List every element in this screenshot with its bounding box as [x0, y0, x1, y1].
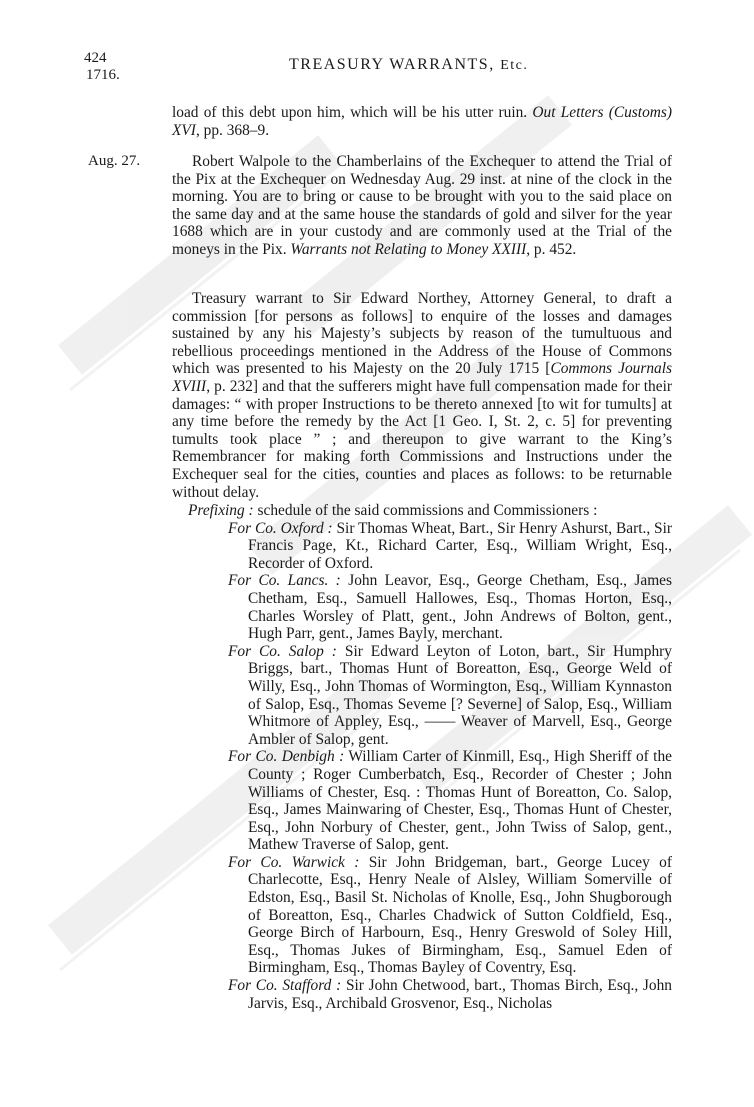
- warrant-paragraph: [172, 290, 672, 501]
- continuation-text: load of this debt upon him, which will be his utter ruin.: [172, 104, 533, 121]
- continuation-paragraph: [172, 104, 672, 139]
- warrant-text-b: , p. 232] and that the sufferers might have full compensation made for their damages: “ with proper Instructions to be thereto annexed [to wit for tumults] at any time before the remedy by the Act [1 Geo. I, St. 2, c. 5] for preventing tumults took place ” ; and thereupon to give warrant to the King’s Remembrancer for making forth Commissions and Instructions under the Exchequer seal for the cities, counties and places as follows: to be returnable without delay.: [172, 377, 672, 501]
- schedule-prefix-label: Prefixing :: [188, 502, 254, 519]
- county-label: For Co. Warwick :: [228, 853, 360, 871]
- schedule-entry-denbigh: [228, 748, 672, 854]
- page-number: 424: [84, 50, 107, 66]
- schedule-entry-warwick: [228, 853, 673, 977]
- continuation-reference: Out Letters (Customs) XVI: [172, 104, 673, 139]
- schedule-prefix: [188, 502, 672, 520]
- running-title-small: Etc.: [500, 58, 529, 73]
- entry-aug27: [172, 153, 672, 259]
- county-label: For Co. Stafford :: [228, 977, 342, 995]
- schedule-prefix-text: schedule of the said commissions and Commissioners :: [253, 502, 598, 519]
- commissioners: William Carter of Kinmill, Esq., High Sheriff of the County ; Roger Cumberbatch, Esq., Recorder of Chester ; John Williams of Chester, Esq. : Thomas Hunt of Boreatton, Co. Salop, Esq., James Mainwaring of Chester, Esq., Thomas Hunt of Chester, Esq., John Norbury of Chester, gent., John Twiss of Salop, gent., Mathew Traverse of Salop, gent.: [248, 748, 672, 854]
- schedule-entry-stafford: [228, 977, 673, 1012]
- commissioners: Sir Thomas Wheat, Bart., Sir Henry Ashurst, Bart., Sir Francis Page, Kt., Richard Carter, Esq., William Wright, Esq., Recorder of Oxford.: [248, 519, 672, 572]
- margin-year: 1716.: [86, 67, 120, 83]
- entry-aug27-tail: , p. 452.: [526, 240, 577, 258]
- schedule-entry-oxford: [228, 519, 672, 573]
- entry-aug27-reference: Warrants not Relating to Money XXIII: [290, 240, 527, 258]
- schedule-entry-lancs: [228, 572, 673, 643]
- running-title: [289, 56, 528, 74]
- commission-schedule: [172, 502, 672, 1012]
- running-title-main: TREASURY WARRANTS,: [289, 56, 501, 73]
- entry-aug27-text: Robert Walpole to the Chamberlains of the Exchequer to attend the Trial of the Pix at the Exchequer on Wednesday Aug. 29 inst. at nine of the clock in the morning. You are to bring or cause to be brought with you to the said place on the same day and at the same house the standards of gold and silver for the year 1688 which are in your custody and are commonly used at the Trial of the moneys in the Pix.: [172, 153, 672, 258]
- warrant-text-a: Treasury warrant to Sir Edward Northey, Attorney General, to draft a commission [for persons as follows] to enquire of the losses and damages sustained by any his Majesty’s subjects by reason of the tumultuous and rebellious proceedings mentioned in the Address of the House of Commons which was presented to his Majesty on the 20 July 1715 [: [172, 290, 672, 378]
- county-label: For Co. Oxford :: [228, 519, 333, 537]
- commissioners: Sir John Chetwood, bart., Thomas Birch, Esq., John Jarvis, Esq., Archibald Grosvenor, Esq., Nicholas: [248, 977, 673, 1012]
- margin-date-aug27: Aug. 27.: [88, 153, 141, 169]
- county-label: For Co. Denbigh :: [228, 748, 345, 766]
- continuation-tail: , pp. 368–9.: [195, 121, 270, 139]
- commissioners: Sir Edward Leyton of Loton, bart., Sir Humphry Briggs, bart., Thomas Hunt of Boreatton, Esq., George Weld of Willy, Esq., John Thomas of Wormington, Esq., William Kynnaston of Salop, Esq., Thomas Seveme [? Severne] of Salop, Esq., William Whitmore of Appley, Esq., —— Weaver of Marvell, Esq., George Ambler of Salop, gent.: [248, 642, 672, 748]
- schedule-entry-salop: [228, 642, 672, 749]
- warrant-reference: Commons Journals XVIII: [172, 360, 672, 395]
- county-label: For Co. Lancs. :: [228, 572, 341, 590]
- commissioners: John Leavor, Esq., George Chetham, Esq., James Chetham, Esq., Samuell Hallowes, Esq., Thomas Horton, Esq., Charles Worsley of Platt, gent., John Andrews of Bolton, gent., Hugh Parr, gent., James Bayly, merchant.: [248, 572, 673, 643]
- county-label: For Co. Salop :: [228, 642, 337, 660]
- commissioners: Sir John Bridgeman, bart., George Lucey of Charlecotte, Esq., Henry Neale of Alsley, William Somerville of Edston, Esq., Basil St. Nicholas of Knolle, Esq., John Shugborough of Boreatton, Esq., Charles Chadwick of Sutton Coldfield, Esq., George Birch of Harbourn, Esq., Henry Greswold of Soley Hill, Esq., Thomas Jukes of Birmingham, Esq., Samuel Eden of Birmingham, Esq., Thomas Bayley of Coventry, Esq.: [248, 853, 673, 977]
